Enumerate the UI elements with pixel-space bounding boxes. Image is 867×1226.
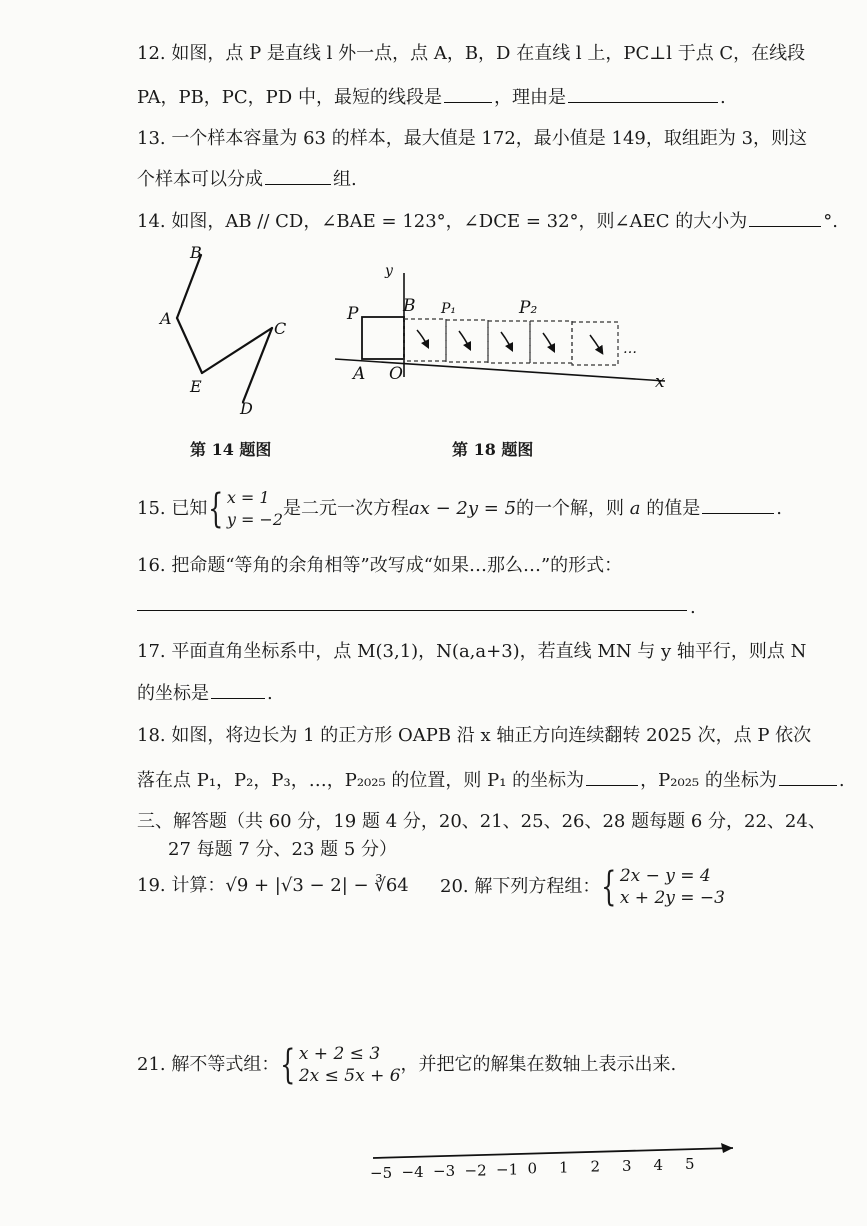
question-21 [137,1040,676,1090]
q13-answer-blank[interactable] [265,166,331,185]
rotation-arrow-4 [543,333,553,349]
q12-text-a: PA，PB，PC，PD 中，最短的线段是 [137,87,442,108]
q17-text-b: . [267,683,273,704]
question-20 [440,862,725,912]
section-3-heading-line1: 三、解答题（共 60 分，19 题 4 分，20、21、25、26、28 题每题 6 分，22、24、 [137,811,826,832]
fig14-label-a: A [160,309,172,328]
question-18-line1: 18. 如图，将边长为 1 的正方形 OAPB 沿 x 轴正方向连续翻转 2025 次，点 P 依次 [137,725,812,746]
fig18-label-p2: P₂ [519,298,538,318]
fig14-label-e: E [190,377,202,396]
q12-answer-blank-1[interactable] [444,84,492,103]
fig18-x-axis [335,359,665,381]
question-15 [137,487,782,531]
q15-equation: ax − 2y = 5 [409,498,517,519]
number-line-tick-label: 4 [653,1155,664,1174]
q12-text-b: ，理由是 [493,87,566,108]
q13-text-a: 个样本可以分成 [137,169,263,190]
figure-14-diagram [150,240,310,420]
question-12-line2 [137,84,726,112]
q20-brace: { [601,864,617,910]
q15-text-f: . [776,498,782,519]
number-line-tick-label: 3 [622,1156,632,1175]
fig18-label-o: O [389,364,403,384]
square-oapb [362,317,404,359]
figure-18-caption: 第 18 题图 [452,440,534,459]
q18-text-c: . [838,770,845,791]
number-line-tick-label: −2 [464,1161,487,1180]
dashed-square-4 [530,321,572,363]
segment-ec [202,328,272,373]
question-13-line2 [137,166,357,194]
q21-brace: { [280,1042,296,1088]
number-line-tick-label: 5 [685,1155,695,1173]
q15-y-value: y = −2 [226,510,284,529]
q14-unit: °. [823,211,838,232]
fig18-ellipsis: … [623,341,637,357]
fig14-label-c: C [274,319,287,338]
number-line-tick-label: −5 [370,1164,393,1182]
dashed-square-2 [446,320,488,362]
q15-solution-system [227,487,283,531]
question-16: 16. 把命题“等角的余角相等”改写成“如果…那么…”的形式： [137,555,623,576]
question-12-line1: 12. 如图，点 P 是直线 l 外一点，点 A，B，D 在直线 l 上，PC⊥l 于点 C，在线段 [137,43,806,64]
rotation-arrow-5 [590,335,601,351]
question-18-line2 [137,767,845,795]
q12-answer-blank-2[interactable] [568,84,718,103]
fig18-label-x: x [655,372,665,392]
q15-brace: { [208,486,224,532]
q16-end: . [690,597,696,618]
q15-variable-a: a [629,498,641,519]
number-line-axis [373,1148,733,1158]
q21-ineq2: 2x ≤ 5x + 6 [298,1066,401,1086]
question-17-line1: 17. 平面直角坐标系中，点 M(3,1)，N(a,a+3)，若直线 MN 与 y 轴平行，则点 N [137,641,807,662]
number-line-tick-label: −4 [401,1163,424,1182]
q13-text-b: 组. [333,169,357,190]
q21-text-a: 21. 解不等式组： [137,1054,280,1075]
q15-text-a: 15. 已知 [137,498,208,519]
rotation-arrow-1 [417,330,427,345]
q15-x-value: x = 1 [226,488,270,507]
number-line-tick-label: −1 [496,1160,519,1179]
q21-inequality-system [299,1043,401,1087]
rotation-arrow-2 [459,331,469,347]
q16-answer-line[interactable] [137,610,687,611]
q20-eq2: x + 2y = −3 [619,888,725,908]
fig18-label-y: y [385,263,393,279]
segment-cd [243,328,272,402]
q12-text-c: . [719,87,726,108]
number-line-arrow-icon [721,1143,733,1153]
q15-text-e: 的值是 [646,498,701,519]
number-line-tick-label: 2 [590,1157,601,1176]
segment-ae [177,318,202,373]
q18-answer-blank-1[interactable] [586,767,638,786]
number-line-tick-label: 1 [559,1158,569,1177]
q20-equation-system [620,865,725,909]
fig18-label-p: P [347,304,359,324]
fig18-label-p1: P₁ [441,301,457,317]
dashed-square-5 [572,322,618,365]
question-14 [137,208,838,236]
q18-answer-blank-2[interactable] [779,767,837,786]
section-3-heading-line2: 27 每题 7 分、23 题 5 分） [168,839,398,860]
q21-ineq1: x + 2 ≤ 3 [298,1044,381,1064]
number-line-tick-label: −3 [433,1162,456,1181]
q15-text-c: 的一个解，则 [516,498,625,519]
q17-text-a: 的坐标是 [137,683,209,704]
figure-14-caption: 第 14 题图 [190,440,272,459]
dashed-square-3 [488,321,530,363]
question-19: 19. 计算：√9 + |√3 − 2| − ∛64 [137,875,409,896]
rotation-arrow-3 [501,332,511,348]
q20-eq1: 2x − y = 4 [619,866,711,886]
q15-answer-blank[interactable] [702,495,774,514]
question-13-line1: 13. 一个样本容量为 63 的样本，最大值是 172，最小值是 149，取组距为 3，则这 [137,128,808,149]
q18-text-b: ，P₂₀₂₅ 的坐标为 [640,770,777,791]
q18-text-a: 落在点 P₁，P₂，P₃，…，P₂₀₂₅ 的位置，则 P₁ 的坐标为 [137,770,585,791]
q15-text-b: 是二元一次方程 [283,498,410,519]
fig18-label-a: A [353,364,366,384]
number-line-tick-label: 0 [527,1159,538,1178]
fig18-label-b: B [403,296,416,316]
q21-text-b: ，并把它的解集在数轴上表示出来. [400,1054,677,1075]
segment-ab [177,255,201,318]
q14-answer-blank[interactable] [749,208,821,227]
fig14-label-b: B [190,243,202,262]
q20-text: 20. 解下列方程组： [440,876,601,897]
fig14-label-d: D [240,399,253,418]
q14-text: 14. 如图，AB // CD，∠BAE = 123°，∠DCE = 32°，则∠AEC 的大小为 [137,211,748,232]
question-17-line2 [137,680,273,708]
q17-answer-blank[interactable] [211,680,265,699]
number-line[interactable] [365,1140,755,1190]
figure-18-diagram [335,255,680,400]
